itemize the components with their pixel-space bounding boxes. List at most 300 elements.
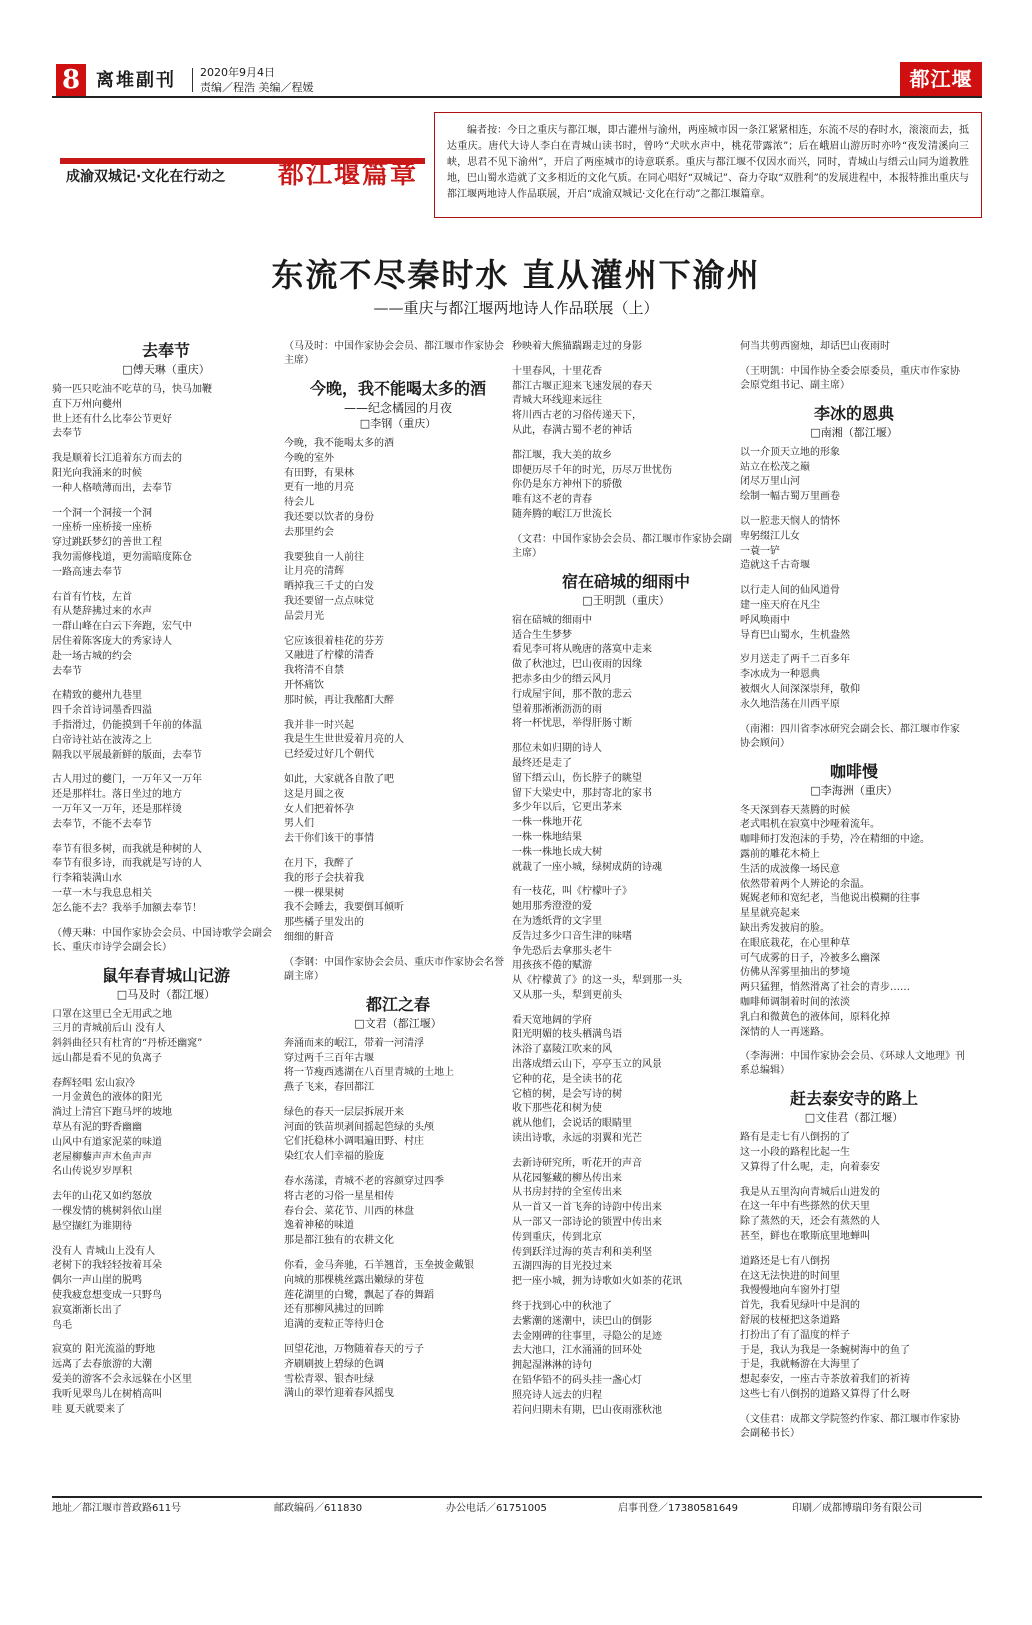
poem-line: 适合生生梦梦 bbox=[512, 629, 572, 641]
stanza bbox=[740, 340, 968, 355]
poem-line: 奉节有很多树，而我就是种树的人 bbox=[52, 843, 202, 855]
stanza bbox=[740, 1131, 968, 1175]
poem-line: 又融进了柠檬的清香 bbox=[284, 650, 374, 662]
author-bio: （马及时：中国作家协会会员、都江堰市作家协会主席） bbox=[284, 341, 504, 366]
poem-line: 一棵一棵果树 bbox=[284, 887, 344, 899]
poem-line: 更有一地的月亮 bbox=[284, 482, 354, 494]
poem-subtitle: ——纪念橘园的月夜 bbox=[343, 401, 452, 415]
poem-line: 收下那些花和树为使 bbox=[512, 1103, 602, 1115]
poem-line: 那位未如归期的诗人 bbox=[512, 743, 602, 755]
poem-line: 有田野，有果林 bbox=[284, 467, 354, 479]
poem-line: 鸟毛 bbox=[52, 1319, 72, 1331]
poem-line: 秒映着大熊猫踹踢走过的身影 bbox=[512, 341, 642, 352]
poem-line: 十里春风，十里花香 bbox=[512, 365, 602, 377]
poem-line: 这些七有八倒拐的道路又算得了什么呀 bbox=[740, 1389, 910, 1401]
poem-line: 李冰成为一种恩典 bbox=[740, 669, 820, 681]
poem-line: 右首有竹枝，左首 bbox=[52, 591, 132, 603]
poem-line: 她用那秀澄澄的爱 bbox=[512, 901, 592, 913]
poem-line: 把一座小城，拥为诗歌如火如茶的花讯 bbox=[512, 1276, 682, 1288]
poem-line: 逸着神秘的味道 bbox=[284, 1220, 354, 1232]
poem-line: 终于找到心中的秋池了 bbox=[512, 1301, 612, 1313]
stanza bbox=[52, 843, 280, 917]
stanza bbox=[740, 584, 968, 643]
stanza bbox=[284, 635, 512, 709]
stanza bbox=[740, 1255, 968, 1403]
editor-note-box: 编者按：今日之重庆与都江堰，即古灌州与渝州，两座城市因一条江紧紧相连，东流不尽的春时水，滚滚而去，抵达重庆。唐代大诗人李白在青城山读书时，曾吟“犬吠水声中，桃花带露浓”；后在峨眉山游历时亦吟“夜发清溪向三峡，思君不见下渝州”，开启了两座城市的诗意联系。重庆与都江堰不仅因水而兴，同时，青城山与缙云山同为道教胜地，巴山蜀水造就了文多相近的文化气质。在同心唱好“双城记”、奋力夺取“双胜利”的发展进程中，本报特推出重庆与都江堰两地诗人作品联展，开启“成渝双城记·文化在行动”之都江堰篇章。 bbox=[434, 112, 982, 218]
poem-line: 在眼底栽花，在心里种草 bbox=[740, 937, 850, 949]
poem-line: 最终还是走了 bbox=[512, 757, 572, 769]
poem-line: 一个洞一个洞接一个洞 bbox=[52, 507, 152, 519]
poem-line: 在这无法快进的时间里 bbox=[740, 1270, 840, 1282]
stanza bbox=[284, 773, 512, 847]
poem-line: 岁月送走了两千二百多年 bbox=[740, 654, 850, 666]
poem-line: 于是，我认为我是一条蜿树海中的鱼了 bbox=[740, 1344, 910, 1356]
issue-date: 2020年9月4日 bbox=[200, 66, 275, 79]
sub-headline: ——重庆与都江堰两地诗人作品联展（上） bbox=[373, 299, 659, 317]
poem-line: 今晚的室外 bbox=[284, 452, 334, 464]
poem-line: 以一介顶天立地的形象 bbox=[740, 446, 840, 458]
poem-line: 缺出秀发披肩的脸。 bbox=[740, 922, 830, 934]
poem-line: 甚至，鲜也在歌斯底里地蝉叫 bbox=[740, 1231, 870, 1243]
poem-line: 一株一株地长成大树 bbox=[512, 846, 602, 858]
poem-line: 骑一匹只吃油不吃草的马，快马加鞭 bbox=[52, 384, 212, 395]
stanza bbox=[52, 1077, 280, 1181]
series-banner bbox=[60, 148, 430, 196]
poem-line: 还是那样壮。落日坐过的地方 bbox=[52, 789, 182, 801]
footer-postcode: 邮政编码／611830 bbox=[274, 1503, 363, 1514]
poem-line: 使我疲怠想变成一只野鸟 bbox=[52, 1290, 162, 1302]
poem-line: 山风中有道家泥菜的味道 bbox=[52, 1136, 162, 1148]
poem-line: 去干你们该干的事情 bbox=[284, 833, 374, 845]
poem-line: 以行走人间的仙风道骨 bbox=[740, 585, 840, 597]
stanza bbox=[512, 340, 740, 355]
poem-line: 今晚，我不能喝太多的酒 bbox=[284, 438, 394, 449]
poem-author: □王明凯（重庆） bbox=[582, 593, 670, 607]
poem-line: 我还要留一点点味觉 bbox=[284, 595, 374, 607]
poem-line: 白帝诗社站在波涛之上 bbox=[52, 734, 152, 746]
stanza bbox=[512, 365, 740, 439]
header-divider bbox=[192, 68, 193, 92]
poem-line: 去奉节，不能不去奉节 bbox=[52, 818, 152, 830]
poem-line: 哇 夏天就要来了 bbox=[52, 1403, 126, 1415]
poem-line: 我是从五里沟向青城后山进发的 bbox=[740, 1186, 880, 1198]
poem-line: 在月下，我醉了 bbox=[284, 857, 354, 869]
poem-title: 咖啡慢 bbox=[829, 761, 878, 781]
poem-author: □李钢（重庆） bbox=[359, 417, 437, 430]
poem-line: 去金刚碑的往事里，寻隐公的足迹 bbox=[512, 1330, 662, 1342]
poem-line: 我是顺着长江追着东方而去的 bbox=[52, 453, 182, 465]
poem-line: 直下万州向夔州 bbox=[52, 398, 122, 410]
stanza bbox=[512, 1157, 740, 1290]
poem-line: 阳光明媚的枝头栖满鸟语 bbox=[512, 1029, 622, 1041]
poem-line: 满山的翠竹迎着春风摇曳 bbox=[284, 1388, 394, 1400]
poem-line: 怎么能不去？我举手加额去奉节！ bbox=[52, 902, 202, 914]
poem-line: 拥起湿淋淋的诗句 bbox=[512, 1360, 592, 1372]
poem-line: 都江古堰正迎来飞速发展的春天 bbox=[512, 380, 652, 392]
author-bio: （文佳君：成都文学院签约作家、都江堰市作家协会副秘书长） bbox=[740, 1413, 960, 1439]
poem-line: 于是，我就畅游在大海里了 bbox=[740, 1359, 860, 1371]
poem-line: 多少年以后，它更出茅来 bbox=[512, 802, 622, 814]
poem-line: 道路还是七有八倒拐 bbox=[740, 1255, 830, 1267]
poem-line: 追满的麦粒正等待归仓 bbox=[284, 1319, 384, 1331]
poem-line: 这是月圆之夜 bbox=[284, 788, 344, 800]
poem-line: 即便历尽千年的时光，历尽万世忧伤 bbox=[512, 464, 672, 476]
poem-line: 露前的雕花木椅上 bbox=[740, 848, 820, 860]
poem-line: 唯有这不老的青春 bbox=[512, 494, 592, 506]
poem-line: 依然带着两个人辨论的余温。 bbox=[740, 878, 870, 890]
poem-line: 行成屋宇间，那不散的悲云 bbox=[512, 688, 632, 700]
poem-line: 出落成缙云山下，亭亭玉立的风景 bbox=[512, 1059, 662, 1071]
poem-line: 呼风唤雨中 bbox=[740, 614, 790, 626]
poem-line: 男人们 bbox=[284, 818, 314, 830]
poem-line: 从一部又一部诗论的锁置中传出来 bbox=[512, 1217, 662, 1229]
poem-line: 它们托稳林小调唱遍田野、村庄 bbox=[284, 1136, 424, 1148]
poem-line: 想起泰安，一座古寺茶放着我们的祈祷 bbox=[740, 1374, 910, 1386]
poem-line: 如此，大家就各自散了吧 bbox=[284, 773, 394, 785]
stanza bbox=[284, 1259, 512, 1333]
poem-line: 照亮诗人远去的归程 bbox=[512, 1389, 602, 1401]
poem-line: 有从楚辞拂过来的水声 bbox=[52, 606, 152, 618]
poem-line: 卑躬缀江儿女 bbox=[740, 530, 800, 542]
poem-line: 一路高速去奉节 bbox=[52, 566, 122, 578]
poem-author: □李海洲（重庆） bbox=[810, 783, 898, 797]
poem-line: 那时候，再让我酩酊大醉 bbox=[284, 694, 394, 706]
poem-author: □傅天琳（重庆） bbox=[122, 363, 210, 376]
poem-line: 我勿需修栈道，更勿需暗度陈仓 bbox=[52, 551, 192, 563]
stanza bbox=[52, 591, 280, 680]
poem-line: 老式唱机在寂寞中沙哑着流年。 bbox=[740, 819, 880, 831]
stanza bbox=[512, 742, 740, 875]
newspaper-logo: 都江堰报 bbox=[900, 62, 982, 96]
poem-title: 今晚，我不能喝太多的酒 bbox=[309, 379, 486, 398]
stanza bbox=[52, 1008, 280, 1067]
stanza bbox=[512, 614, 740, 732]
poem-line: 细细的鼾音 bbox=[284, 931, 334, 943]
poem-line: 从《柠檬黄了》的这一头，犁到那一头 bbox=[512, 975, 682, 987]
poem-line: 没有人 青城山上没有人 bbox=[52, 1245, 156, 1257]
stanza bbox=[740, 515, 968, 574]
poem-line: 行李箱装满山水 bbox=[52, 873, 122, 885]
poem-line: 去奉节 bbox=[52, 428, 82, 440]
poem-line: 草丛有泥的野香幽幽 bbox=[52, 1122, 142, 1134]
poem-line: 深情的人一再迷路。 bbox=[740, 1026, 830, 1038]
column-1 bbox=[52, 340, 280, 1486]
poem-line: 随奔腾的岷江万世流长 bbox=[512, 508, 612, 520]
poem-line: 向城的那棵桃丝露出嫩绿的芽苞 bbox=[284, 1274, 424, 1286]
poem-line: 去年的山花又如约怒放 bbox=[52, 1191, 152, 1203]
poem-line: 爱美的游客不会永远躲在小区里 bbox=[52, 1374, 192, 1386]
poem-line: 看天宽地阔的学府 bbox=[512, 1014, 592, 1026]
poem-line: 把赤多由少的缙云风月 bbox=[512, 673, 612, 685]
poem-line: 一种人格喷薄而出，去奉节 bbox=[52, 482, 172, 494]
poem-line: 从花园錾藏的柳丛传出来 bbox=[512, 1172, 622, 1184]
poem-line: 咖啡师打发泡沫的手势，冷在精细的中途。 bbox=[740, 834, 930, 846]
poem-title: 赶去泰安寺的路上 bbox=[789, 1089, 918, 1109]
poem-title: 去奉节 bbox=[141, 341, 190, 360]
stanza bbox=[52, 1190, 280, 1234]
poem-line: 绿色的春天一层层拆展开来 bbox=[284, 1106, 404, 1118]
poem-line: 从一首又一首飞奔的诗韵中传出来 bbox=[512, 1202, 662, 1214]
poem-line: 你仍是东方神州下的骄傲 bbox=[512, 479, 622, 491]
poem-line: 三月的青城前后山 没有人 bbox=[52, 1023, 166, 1035]
stanza bbox=[284, 1037, 512, 1096]
stanza bbox=[740, 1186, 968, 1245]
poem-line: 在这一年中有些搽然的伏天里 bbox=[740, 1201, 870, 1213]
poem-line: 读出诗歌，永远的羽翼和光芒 bbox=[512, 1133, 642, 1145]
poem-line: 从此，春满古蜀不老的神话 bbox=[512, 424, 632, 436]
poem-line: 让月亮的清辉 bbox=[284, 566, 344, 578]
poem-line: 去紫潮的迷潮中，读巴山的倒影 bbox=[512, 1315, 652, 1327]
poem-line: 它应该很着桂花的芬芳 bbox=[284, 635, 384, 647]
poem-line: 世上还有什么比奉公节更好 bbox=[52, 413, 172, 425]
poem-author: □马及时（都江堰） bbox=[116, 987, 216, 1001]
poem-line: 沐浴了嘉陵江吹来的风 bbox=[512, 1044, 612, 1056]
poem-line: 奔涌而来的岷江，带着一河清浮 bbox=[284, 1037, 424, 1049]
stanza bbox=[52, 1343, 280, 1417]
poem-line: 将古老的习俗一星星相传 bbox=[284, 1190, 394, 1202]
stanza bbox=[512, 449, 740, 523]
author-bio: （南湘：四川省李冰研究会副会长、都江堰市作家协会顾问） bbox=[740, 723, 960, 749]
stanza bbox=[512, 1300, 740, 1418]
author-bio: （王明凯：中国作协全委会原委员，重庆市作家协会原党组书记、副主席） bbox=[740, 365, 960, 391]
footer-address: 地址／都江堰市普政路611号 bbox=[52, 1503, 182, 1514]
poem-line: 两只猛狸，悄然滑离了社会的青步…… bbox=[740, 982, 910, 994]
poem-line: 那是都江独有的农耕文化 bbox=[284, 1235, 394, 1247]
poem-line: 染红农人们幸福的脸庞 bbox=[284, 1151, 384, 1163]
poem-line: 奉节有很多诗，而我就是写诗的人 bbox=[52, 858, 202, 870]
page-footer bbox=[52, 1496, 982, 1518]
banner-title: 都江堰篇章 bbox=[278, 160, 419, 190]
poem-line: 淌过上清宫下跑马坪的坡地 bbox=[52, 1107, 172, 1119]
poem-line: 老树下的我轻轻按着耳朵 bbox=[52, 1260, 162, 1272]
poem-line: 一棵发情的桃树斜依山崖 bbox=[52, 1206, 162, 1218]
stanza bbox=[512, 1014, 740, 1147]
poem-line: 青城大环线迎来远往 bbox=[512, 395, 602, 407]
poem-line: 我还要以饮者的身份 bbox=[284, 511, 374, 523]
poem-line: 去奉节 bbox=[52, 665, 82, 677]
poem-line: 在精致的夔州九巷里 bbox=[52, 690, 142, 702]
poem-line: 齐刷刷披上碧绿的色调 bbox=[284, 1358, 384, 1370]
poem-line: 雪松青翠、银杏吐绿 bbox=[284, 1373, 374, 1385]
poem-line: 留下缙云山，伤长脖子的眺望 bbox=[512, 772, 642, 784]
poem-title: 鼠年春青城山记游 bbox=[101, 965, 230, 985]
poem-line: 我是生生世世爱着月亮的人 bbox=[284, 734, 404, 746]
poem-line: 去那里约会 bbox=[284, 526, 334, 538]
stanza bbox=[284, 1175, 512, 1249]
poem-line: 春台会、菜花节、川西的林盘 bbox=[284, 1205, 414, 1217]
poem-line: 舒展的枝桠把这条道路 bbox=[740, 1315, 840, 1327]
poem-line: 被烟火人间深深崇拜，敬仰 bbox=[740, 683, 860, 695]
poem-line: 它植的树，是会写诗的树 bbox=[512, 1088, 622, 1100]
footer-printer: 印刷／成都博瑞印务有限公司 bbox=[792, 1503, 922, 1514]
poem-line: 宿在碚城的细雨中 bbox=[512, 614, 592, 626]
poem-line: 生活的成波像一场民意 bbox=[740, 863, 840, 875]
poem-line: 莲花湖里的白鹭，飘起了春的舞蹈 bbox=[284, 1289, 434, 1301]
poem-line: 老屋柳藜声声木鱼声声 bbox=[52, 1151, 152, 1163]
poem-line: 悬空撷红为谁期待 bbox=[52, 1220, 132, 1232]
poem-line: 留下大梁史中，那封寄北的家书 bbox=[512, 787, 652, 799]
poem-line: 一株一株地开花 bbox=[512, 817, 582, 829]
page-header bbox=[52, 62, 982, 125]
stanza bbox=[52, 507, 280, 581]
poem-line: 去大池口，江水涌涌的回环处 bbox=[512, 1345, 642, 1357]
poem-line: 一株一株地结果 bbox=[512, 831, 582, 843]
poem-line: 咖啡师调制着时间的浓淡 bbox=[740, 996, 850, 1008]
banner-subtitle: 成渝双城记·文化在行动之 bbox=[66, 169, 226, 185]
poem-line: 首先，我看见绿叶中是润的 bbox=[740, 1300, 860, 1312]
poem-line: 那些橘子里发出的 bbox=[284, 917, 364, 929]
poem-line: 建一座天府在凡尘 bbox=[740, 599, 820, 611]
section-name: 离堆副刊 bbox=[96, 70, 176, 91]
poem-line: 阳光向我涌来的时候 bbox=[52, 467, 142, 479]
stanza bbox=[52, 383, 280, 442]
poem-line: 一群山峰在白云下奔跑，宏气中 bbox=[52, 621, 192, 633]
author-bio: （文君：中国作家协会会员、都江堰市作家协会副主席） bbox=[512, 533, 732, 559]
poem-line: 回望花池，万物随着春天的亏子 bbox=[284, 1344, 424, 1356]
poem-line: 争先恐后去拿那头老牛 bbox=[512, 945, 612, 957]
poem-line: 待会儿 bbox=[284, 497, 314, 509]
poem-line: 河面的铁苗坝剥间摇起笆绿的头颅 bbox=[284, 1121, 434, 1133]
poem-line: 口罩在这里已全无用武之地 bbox=[52, 1008, 172, 1020]
poem-line: 它种的花，是全读书的花 bbox=[512, 1073, 622, 1085]
poem-line: 就从他们，会说话的眼睛里 bbox=[512, 1118, 632, 1130]
poem-line: 在为透纸背的文字里 bbox=[512, 915, 602, 927]
stanza bbox=[740, 446, 968, 505]
poem-line: 就裁了一座小城，绿树成荫的诗魂 bbox=[512, 861, 662, 873]
poem-line: 又算得了什么呢，走，向着泰安 bbox=[740, 1161, 880, 1173]
stanza bbox=[284, 551, 512, 625]
poem-line: 寂寞的 阳光流溢的野地 bbox=[52, 1344, 156, 1356]
poem-line: 何当共剪西窗烛，却话巴山夜雨时 bbox=[740, 341, 890, 352]
poem-line: 穿过两千三百年古堰 bbox=[284, 1052, 374, 1064]
poem-line: 晒掉我三千丈的白发 bbox=[284, 581, 374, 593]
poem-line: 一草一木与我息息相关 bbox=[52, 887, 152, 899]
stanza bbox=[52, 1245, 280, 1334]
poem-line: 星星就亮起来 bbox=[740, 908, 800, 920]
poem-line: 除了蒸然的天，还会有蒸然的人 bbox=[740, 1216, 880, 1228]
poem-author: □文佳君（都江堰） bbox=[804, 1111, 904, 1125]
poem-line: 仿佛从浑雾里抽出的梦境 bbox=[740, 967, 850, 979]
poem-line: 远山都是看不见的负离子 bbox=[52, 1052, 162, 1064]
poem-line: 可气成雾的日子，冷被多么幽深 bbox=[740, 952, 880, 964]
poem-line: 名山传说岁岁厚积 bbox=[52, 1166, 132, 1178]
poem-line: 站立在松茂之巅 bbox=[740, 461, 810, 473]
poem-line: 一蓑一铲 bbox=[740, 545, 780, 557]
poem-line: 有一枝花，叫《柠檬叶子》 bbox=[512, 886, 632, 898]
author-bio: （李海洲：中国作家协会会员、《环球人文地理》刊系总编辑） bbox=[740, 1051, 965, 1077]
poem-line: 一月金黄色的液体的阳光 bbox=[52, 1092, 162, 1104]
headline: 东流不尽秦时水 直从灌州下渝州 bbox=[271, 256, 761, 294]
poem-author: □文君（都江堰） bbox=[354, 1016, 442, 1030]
poem-line: 一座桥一座桥接一座桥 bbox=[52, 522, 152, 534]
poem-line: 五湖四海的目光投过来 bbox=[512, 1261, 612, 1273]
poem-line: 一万年又一万年，还是那样烫 bbox=[52, 803, 182, 815]
poem-line: 我将清不自禁 bbox=[284, 665, 344, 677]
stanza bbox=[284, 437, 512, 541]
poem-line: 在铅华铅不的码头挂一盏心灯 bbox=[512, 1375, 642, 1387]
page-number: 8 bbox=[56, 64, 86, 96]
poem-line: 反告过多少口音生津的味嗜 bbox=[512, 930, 632, 942]
poem-line: 隔我以平展最新鲜的版面，去奉节 bbox=[52, 749, 202, 761]
poem-line: 去新诗研究所，听花开的声音 bbox=[512, 1157, 642, 1169]
poem-line: 春水荡漾，青城不老的容颜穿过四季 bbox=[284, 1176, 444, 1188]
stanza bbox=[52, 452, 280, 496]
stanza bbox=[284, 719, 512, 763]
stanza bbox=[740, 804, 968, 1041]
poem-line: 闭尽万里山河 bbox=[740, 476, 800, 488]
poem-line: 赴一场古城的约会 bbox=[52, 650, 132, 662]
footer-phone: 办公电话／61751005 bbox=[446, 1503, 547, 1514]
poem-line: 我并非一时兴起 bbox=[284, 719, 354, 731]
poem-line: 我不会睡去，我要倒耳倾听 bbox=[284, 902, 404, 914]
poem-line: 寂寞渐渐长出了 bbox=[52, 1304, 122, 1316]
poem-line: 都江堰，我大美的故乡 bbox=[512, 449, 612, 461]
poem-line: 若问归期未有期，巴山夜雨涨秋池 bbox=[512, 1404, 662, 1416]
poem-line: 品尝月光 bbox=[284, 610, 324, 622]
poem-line: 已经爱过好几个朝代 bbox=[284, 749, 374, 761]
poem-line: 做了秋池过，巴山夜雨的因缘 bbox=[512, 659, 642, 671]
poem-line: 将一杯忧思，举得肝肠寸断 bbox=[512, 718, 632, 730]
poem-line: 古人用过的夔门，一万年又一万年 bbox=[52, 774, 202, 786]
poem-line: 我听见翠鸟儿在树梢高叫 bbox=[52, 1388, 162, 1400]
poem-line: 用孩孩不倦的赋游 bbox=[512, 960, 592, 972]
poem-line: 传到重庆，传到北京 bbox=[512, 1231, 602, 1243]
poem-line: 远离了去春旅游的大潮 bbox=[52, 1359, 152, 1371]
poem-line: 冬天深到春天蒸腾的时候 bbox=[740, 804, 850, 816]
poem-line: 乳白和微黄色的液体间，原料化掉 bbox=[740, 1011, 890, 1023]
author-bio: （李钢：中国作家协会会员、重庆市作家协会名誉副主席） bbox=[284, 956, 504, 982]
poem-line: 还有那柳风拂过的回眸 bbox=[284, 1304, 384, 1316]
poem-line: 我要独自一人前往 bbox=[284, 551, 364, 563]
poem-line: 打扮出了有了温度的样子 bbox=[740, 1329, 850, 1341]
poem-title: 都江之春 bbox=[365, 994, 430, 1014]
stanza bbox=[512, 885, 740, 1003]
poem-line: 四千余首诗词墨香四溢 bbox=[52, 705, 152, 717]
column-3 bbox=[512, 340, 740, 1486]
poem-line: 我慢慢地向车窗外打望 bbox=[740, 1285, 840, 1297]
poem-line: 永久地浩荡在川西平原 bbox=[740, 698, 840, 710]
poem-line: 斜斜曲径只有杜宵的“丹桥还幽窕” bbox=[52, 1038, 203, 1050]
poem-title: 宿在碚城的细雨中 bbox=[561, 571, 690, 591]
stanza bbox=[52, 689, 280, 763]
poem-author: □南湘（都江堰） bbox=[810, 425, 898, 439]
poem-line: 居住着陈客庞大的秀家诗人 bbox=[52, 635, 172, 647]
poem-line: 娓娓老师和宽纪老，当他说出模糊的往事 bbox=[740, 893, 920, 905]
poem-line: 将一节瘦西逃湖在八百里青城的土地上 bbox=[284, 1067, 454, 1079]
poem-line: 看见李可将从晚唐的落寞中走来 bbox=[512, 644, 652, 656]
poem-line: 从书房封持的全室传出来 bbox=[512, 1187, 622, 1199]
stanza bbox=[284, 857, 512, 946]
poem-line: 造就这千古奇堰 bbox=[740, 560, 810, 572]
stanza bbox=[284, 1106, 512, 1165]
poem-line: 绘制一幅古蜀万里画卷 bbox=[740, 491, 840, 503]
poem-line: 以一腔悲天悯人的情怀 bbox=[740, 515, 840, 527]
poem-title: 李冰的恩典 bbox=[813, 403, 894, 423]
footer-ads: 启事刊登／17380581649 bbox=[618, 1503, 738, 1514]
stanza bbox=[284, 1343, 512, 1402]
poem-line: 偶尔一声山崖的脱鸣 bbox=[52, 1275, 142, 1287]
poem-line: 这一小段的路程比起一生 bbox=[740, 1147, 850, 1159]
stanza bbox=[52, 773, 280, 832]
poem-line: 传到跃洋过海的英吉利和美利坚 bbox=[512, 1246, 652, 1258]
poem-line: 女人们把着怀孕 bbox=[284, 803, 354, 815]
column-2 bbox=[284, 340, 512, 1486]
poem-line: 又从那一头，犁到更前头 bbox=[512, 989, 622, 1001]
author-bio: （傅天琳：中国作家协会会员、中国诗歌学会副会长、重庆市诗学会副会长） bbox=[52, 927, 272, 953]
poem-line: 开怀痛饮 bbox=[284, 679, 324, 691]
poem-line: 将川西古老的习俗传递天下， bbox=[512, 410, 642, 422]
poem-line: 你看，金马奔驰，石羊翘首，玉垒披金戴银 bbox=[284, 1260, 474, 1272]
